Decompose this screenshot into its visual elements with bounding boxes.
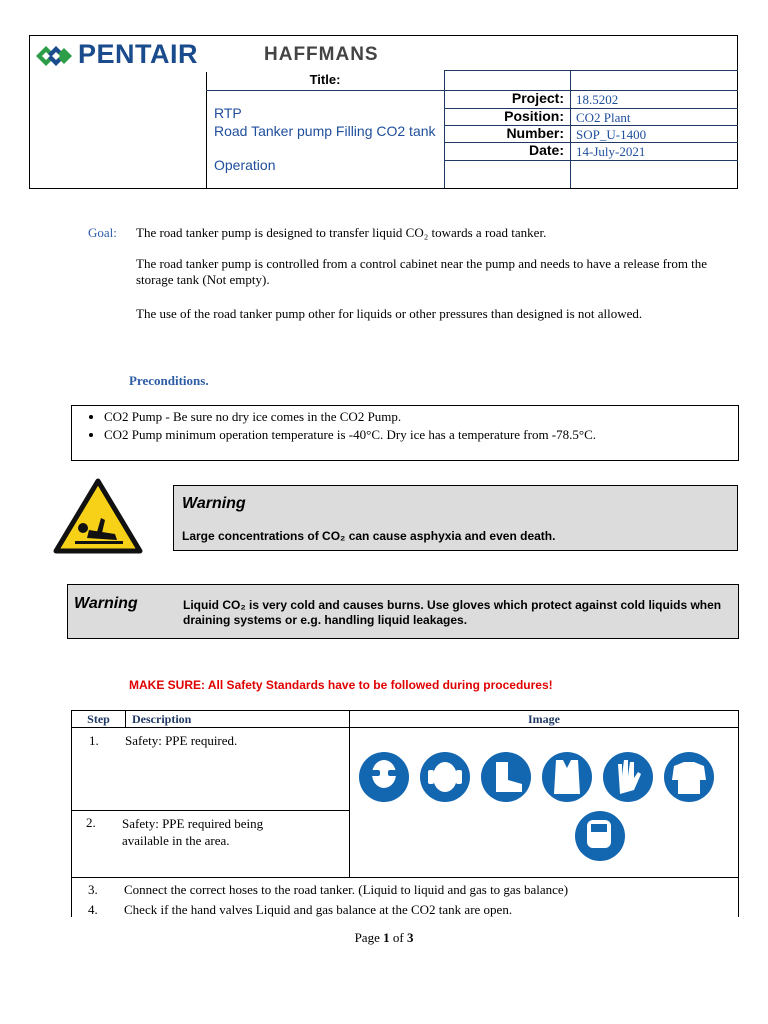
title-line-3: Operation [214, 157, 276, 173]
goal-paragraph-1: The road tanker pump is designed to transfer liquid CO₂ towards a road tanker. [136, 225, 547, 240]
date-label: Date: [528, 142, 564, 158]
warning-box-2 [67, 584, 739, 639]
title-line-1: RTP [214, 105, 242, 121]
goal-label: Goal: [88, 225, 117, 240]
step-description: Check if the hand valves Liquid and gas balance at the CO2 tank are open. [124, 902, 513, 917]
warning-1-text: Large concentrations of CO₂ can cause asphyxia and even death. [182, 529, 556, 543]
warning-box-1 [173, 485, 738, 551]
page-footer [0, 930, 768, 946]
pentair-logo-icon [34, 38, 76, 74]
title-label: Title: [309, 72, 341, 87]
preconditions-box [71, 405, 739, 461]
project-label: Project: [511, 90, 564, 106]
asphyxia-warning-icon [53, 478, 143, 554]
make-sure-notice: MAKE SURE: All Safety Standards have to be followed during procedures! [129, 678, 553, 692]
warning-2-title: Warning [74, 595, 138, 612]
page-number: 1 [383, 930, 390, 945]
number-label: Number: [506, 125, 564, 141]
number-value: SOP_U-1400 [576, 127, 647, 142]
step-number: 1. [89, 733, 99, 748]
steps-table [71, 710, 739, 878]
protective-clothing-icon [664, 752, 714, 802]
safety-boots-icon [481, 752, 531, 802]
face-shield-icon [575, 811, 625, 861]
gloves-icon [603, 752, 653, 802]
preconditions-heading: Preconditions. [129, 373, 209, 388]
page-prefix: Page [354, 930, 380, 945]
ppe-icons [358, 750, 738, 865]
column-header-step: Step [87, 712, 110, 726]
step-number: 3. [88, 882, 98, 897]
goal-paragraph-3: The use of the road tanker pump other for liquids or other pressures than designed is not allowed. [136, 306, 643, 321]
ear-protection-icon [420, 752, 470, 802]
step-number: 2. [86, 815, 96, 830]
precondition-item: • CO2 Pump minimum operation temperature is -40°C. Dry ice has a temperature from -78.5°C. [104, 426, 738, 444]
brand-primary: PENTAIR [78, 39, 199, 69]
precondition-item: • CO2 Pump - Be sure no dry ice comes in the CO2 Pump. [104, 408, 738, 426]
title-line-2: Road Tanker pump Filling CO2 tank [214, 123, 436, 139]
goal-paragraph-2: The road tanker pump is controlled from a control cabinet near the pump and needs to have a release from the storage tank (Not empty). [136, 256, 708, 287]
position-label: Position: [504, 108, 564, 124]
position-value: CO2 Plant [576, 110, 631, 125]
step-description: Safety: PPE required being available in the area. [122, 816, 264, 848]
safety-vest-icon [542, 752, 592, 802]
project-value: 18.5202 [576, 92, 619, 107]
column-header-image: Image [528, 712, 560, 726]
step-description: Safety: PPE required. [125, 733, 238, 748]
warning-2-text: Liquid CO₂ is very cold and causes burns. Use gloves which protect against cold liquids when draining systems or e.g. handling liquid leakages. [183, 598, 722, 627]
step-number: 4. [88, 902, 98, 917]
page-total: 3 [406, 930, 414, 945]
column-header-description: Description [132, 712, 192, 726]
brand-secondary: HAFFMANS [264, 44, 379, 65]
document-header [29, 35, 738, 189]
page-of: of [392, 930, 404, 945]
document-title [214, 104, 436, 174]
date-value: 14-July-2021 [576, 144, 646, 159]
warning-1-title: Warning [182, 495, 246, 512]
safety-glasses-icon [359, 752, 409, 802]
step-description: Connect the correct hoses to the road tanker. (Liquid to liquid and gas to gas balance) [124, 882, 569, 897]
